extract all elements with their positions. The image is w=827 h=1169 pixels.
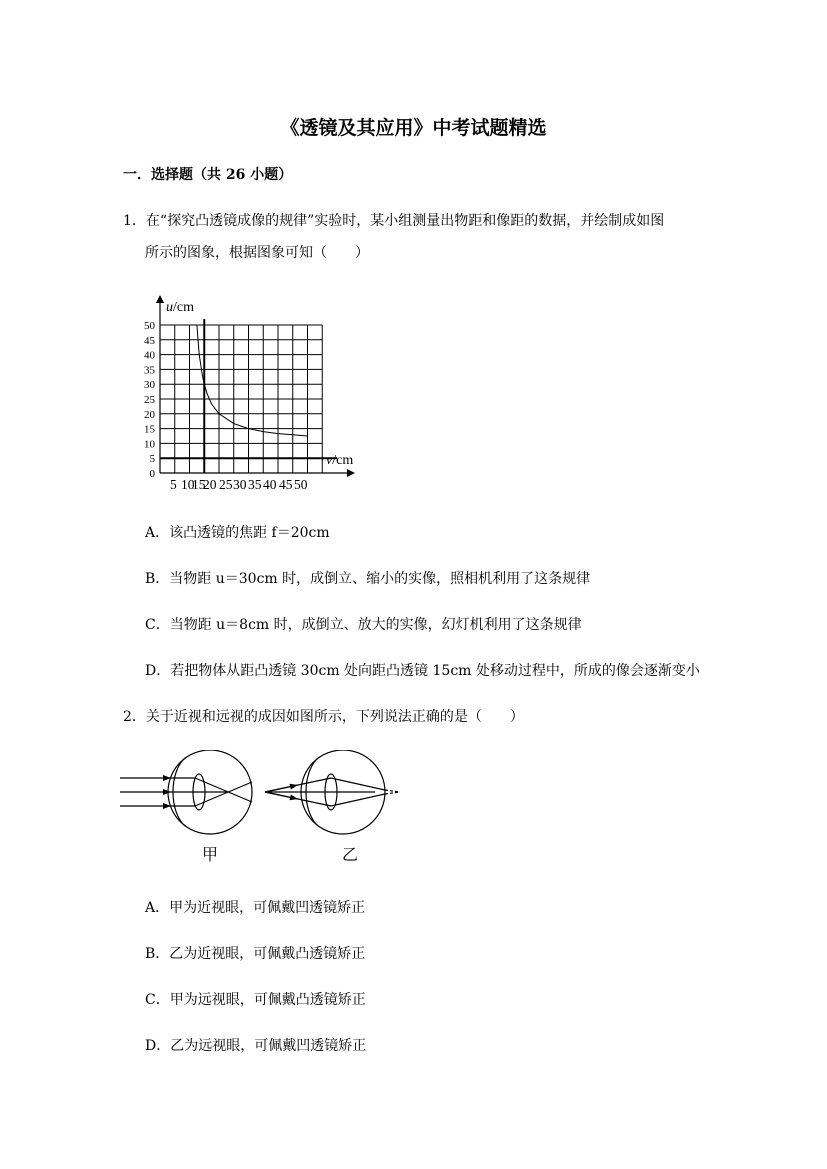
y-tick-label: 35 xyxy=(144,364,155,377)
question-1-option-d[interactable]: D．若把物体从距凸透镜 30cm 处向距凸透镜 15cm 处移动过程中，所成的像会逐渐变小 xyxy=(145,663,700,679)
question-2-option-a[interactable]: A．甲为近视眼，可佩戴凹透镜矫正 xyxy=(145,900,366,916)
chart-ticks xyxy=(144,320,308,492)
label-jia: 甲 xyxy=(201,847,219,864)
question-1-option-b[interactable]: B．当物距 u＝30cm 时，成倒立、缩小的实像，照相机利用了这条规律 xyxy=(145,571,591,587)
eye-diagram xyxy=(115,750,415,870)
y-axis-var: u xyxy=(166,300,173,315)
y-tick-label: 20 xyxy=(144,408,155,421)
page-title: 《透镜及其应用》中考试题精选 xyxy=(280,117,547,139)
x-tick-label: 35 xyxy=(248,477,262,492)
x-axis-unit: /cm xyxy=(332,453,354,468)
series-curve xyxy=(197,325,308,436)
ray-jia-1c xyxy=(195,778,252,802)
chart-series xyxy=(197,325,308,436)
x-tick-label: 25 xyxy=(219,477,233,492)
y-tick-label: 5 xyxy=(149,453,155,466)
x-tick-label: 20 xyxy=(203,477,217,492)
question-2-number: 2． xyxy=(123,709,146,725)
x-tick-label: 10 xyxy=(181,477,195,492)
y-tick-label: 0 xyxy=(149,468,155,480)
x-tick-label: 45 xyxy=(279,477,293,492)
x-axis-var: v xyxy=(326,453,333,468)
ray-yi-1b xyxy=(331,778,385,790)
y-axis-unit: /cm xyxy=(173,300,194,315)
y-tick-label: 50 xyxy=(144,320,155,332)
ray-yi-2-dash xyxy=(385,792,400,794)
y-tick-label: 25 xyxy=(144,394,155,406)
x-tick-label: 40 xyxy=(263,477,277,492)
ray-yi-1-arrow xyxy=(265,785,297,792)
y-tick-label: 15 xyxy=(144,423,155,436)
x-tick-label: 30 xyxy=(233,477,247,492)
question-1-number: 1． xyxy=(123,213,146,229)
question-1-line-2: 所示的图象，根据图象可知（ ） xyxy=(145,245,369,261)
question-1-option-c[interactable]: C．当物距 u＝8cm 时，成倒立、放大的实像，幻灯机利用了这条规律 xyxy=(145,617,582,633)
question-2-line-1 xyxy=(123,706,524,728)
question-2-stem: 关于近视和远视的成因如图所示，下列说法正确的是（ ） xyxy=(145,709,524,725)
x-tick-label: 5 xyxy=(170,477,177,492)
eye-yi xyxy=(265,750,400,834)
uv-chart xyxy=(140,285,380,495)
label-yi: 乙 xyxy=(341,847,359,864)
ray-jia-3c xyxy=(195,782,252,806)
y-tick-label: 40 xyxy=(144,349,155,362)
question-1-stem: 在“探究凸透镜成像的规律”实验时，某小组测量出物距和像距的数据，并绘制成如图 xyxy=(145,213,665,229)
question-1-line-1 xyxy=(123,210,664,232)
y-axis-label xyxy=(166,300,194,315)
x-tick-label: 50 xyxy=(294,477,308,492)
question-2-option-b[interactable]: B．乙为近视眼，可佩戴凸透镜矫正 xyxy=(145,946,366,962)
y-tick-label: 45 xyxy=(144,334,155,347)
question-2-option-d[interactable]: D．乙为远视眼，可佩戴凹透镜矫正 xyxy=(145,1038,367,1054)
y-tick-label: 10 xyxy=(144,438,155,451)
section-heading: 一．选择题（共 26 小题） xyxy=(123,167,293,183)
x-tick-label: 15 xyxy=(192,477,206,492)
ray-yi-2b xyxy=(331,794,385,806)
eye-jia xyxy=(120,750,252,834)
ray-yi-2-arrow xyxy=(265,792,297,799)
x-axis-label xyxy=(326,453,353,468)
question-1-option-a[interactable]: A．该凸透镜的焦距 f＝20cm xyxy=(145,525,330,541)
question-2-option-c[interactable]: C．甲为远视眼，可佩戴凸透镜矫正 xyxy=(145,992,366,1008)
y-tick-label: 30 xyxy=(144,379,155,392)
chart-grid xyxy=(160,319,337,473)
